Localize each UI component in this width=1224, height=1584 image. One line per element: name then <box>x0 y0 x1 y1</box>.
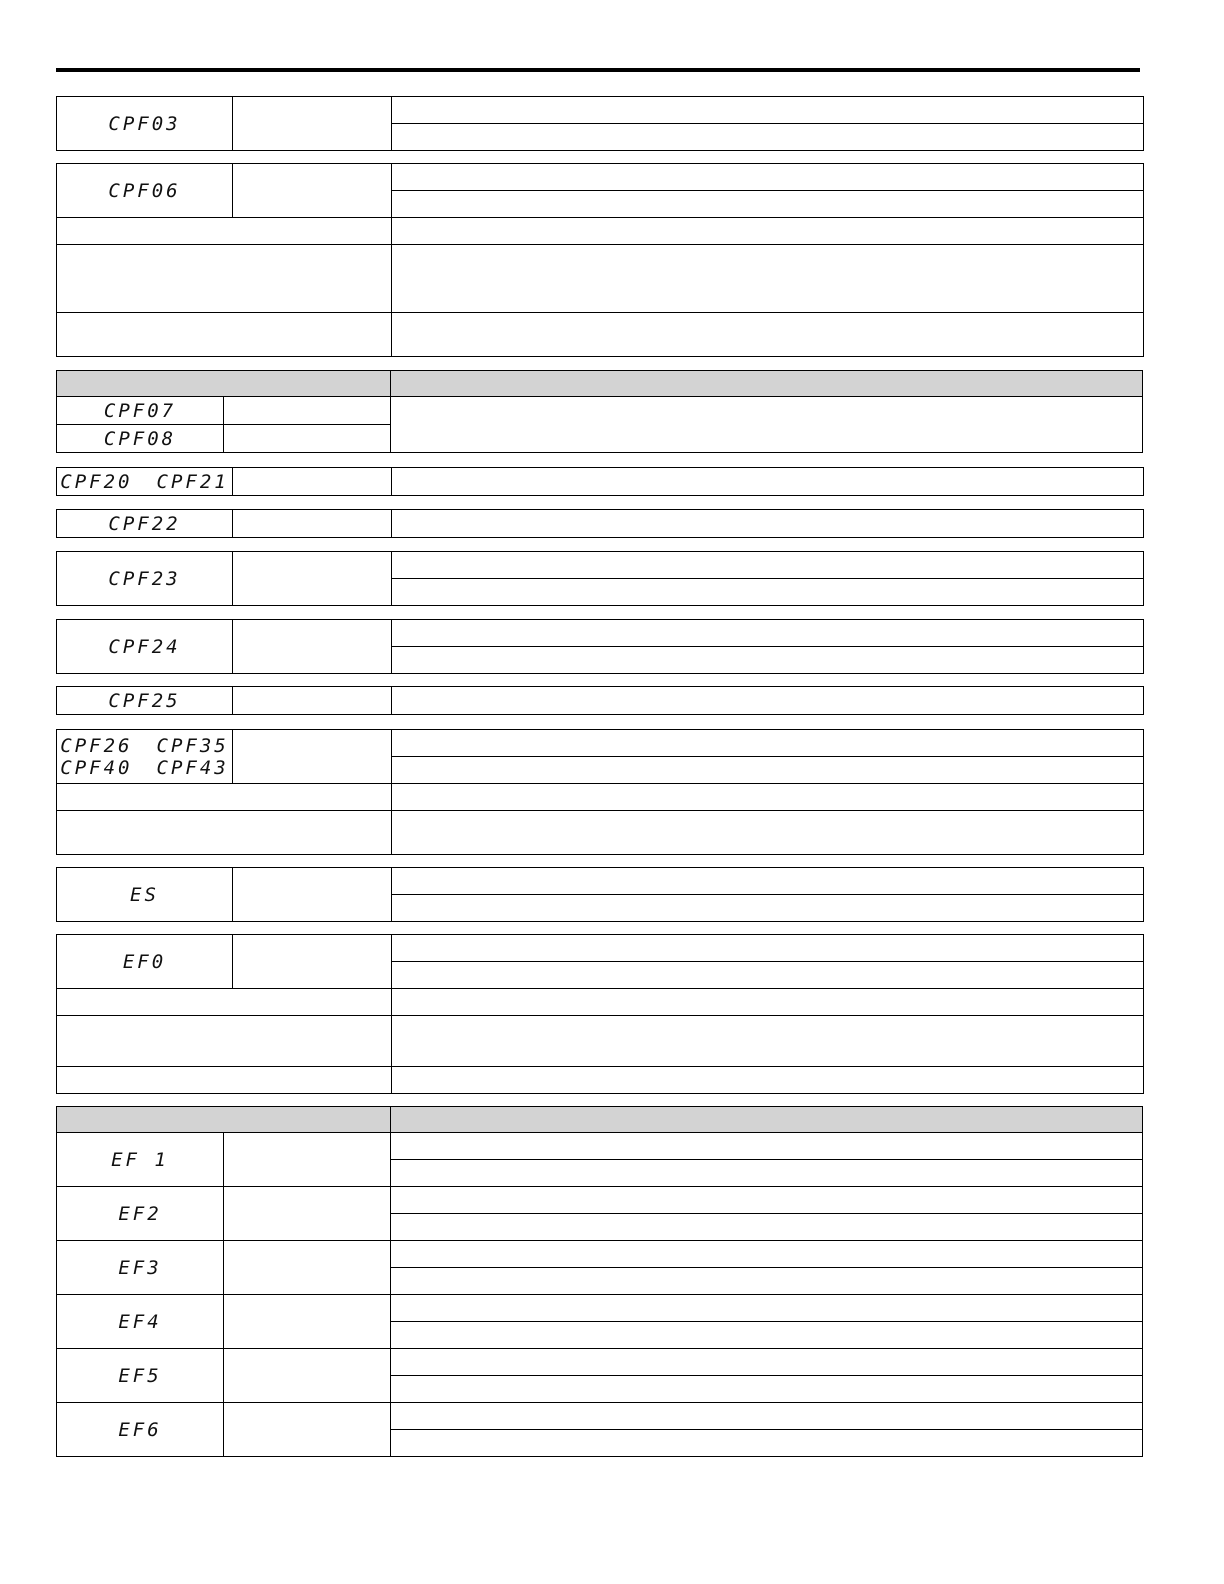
code-ef5: EF5 <box>57 1349 224 1403</box>
header-cell <box>391 371 1143 397</box>
code-es: ES <box>57 868 233 922</box>
table-ef1-ef6 <box>56 1106 1143 1457</box>
code-cpf06: CPF06 <box>57 164 233 218</box>
table-cpf22 <box>56 509 1144 538</box>
code-ef0: EF0 <box>57 935 233 989</box>
code-cpf21: CPF21 <box>156 470 229 493</box>
code-cpf35: CPF35 <box>156 734 229 757</box>
table-cpf25 <box>56 686 1144 715</box>
table-cpf23 <box>56 551 1144 606</box>
code-cpf26-cpf43 <box>57 730 233 784</box>
table-cpf24 <box>56 619 1144 674</box>
table-cpf07-cpf08 <box>56 370 1143 453</box>
code-cpf26: CPF26 <box>60 734 133 757</box>
table-cpf20-cpf21 <box>56 467 1144 496</box>
code-cpf25: CPF25 <box>57 687 233 715</box>
code-cpf03: CPF03 <box>57 97 233 151</box>
code-cpf23: CPF23 <box>57 552 233 606</box>
table-es <box>56 867 1144 922</box>
code-cpf20-cpf21 <box>57 468 233 496</box>
code-ef2: EF2 <box>57 1187 224 1241</box>
code-cpf07: CPF07 <box>57 397 224 425</box>
table-ef0 <box>56 934 1144 1094</box>
code-cpf43: CPF43 <box>156 756 229 779</box>
header-cell <box>57 1107 391 1133</box>
table-cpf03 <box>56 96 1144 151</box>
table-cpf26-cpf43 <box>56 729 1144 855</box>
code-ef3: EF3 <box>57 1241 224 1295</box>
table-cpf06 <box>56 163 1144 357</box>
code-cpf20: CPF20 <box>60 470 133 493</box>
code-cpf24: CPF24 <box>57 620 233 674</box>
code-ef6: EF6 <box>57 1403 224 1457</box>
code-ef4: EF4 <box>57 1295 224 1349</box>
header-cell <box>57 371 391 397</box>
header-rule <box>56 68 1140 72</box>
code-cpf40: CPF40 <box>60 756 133 779</box>
code-cpf22: CPF22 <box>57 510 233 538</box>
code-ef1: EF 1 <box>57 1133 224 1187</box>
code-cpf08: CPF08 <box>57 425 224 453</box>
header-cell <box>391 1107 1143 1133</box>
